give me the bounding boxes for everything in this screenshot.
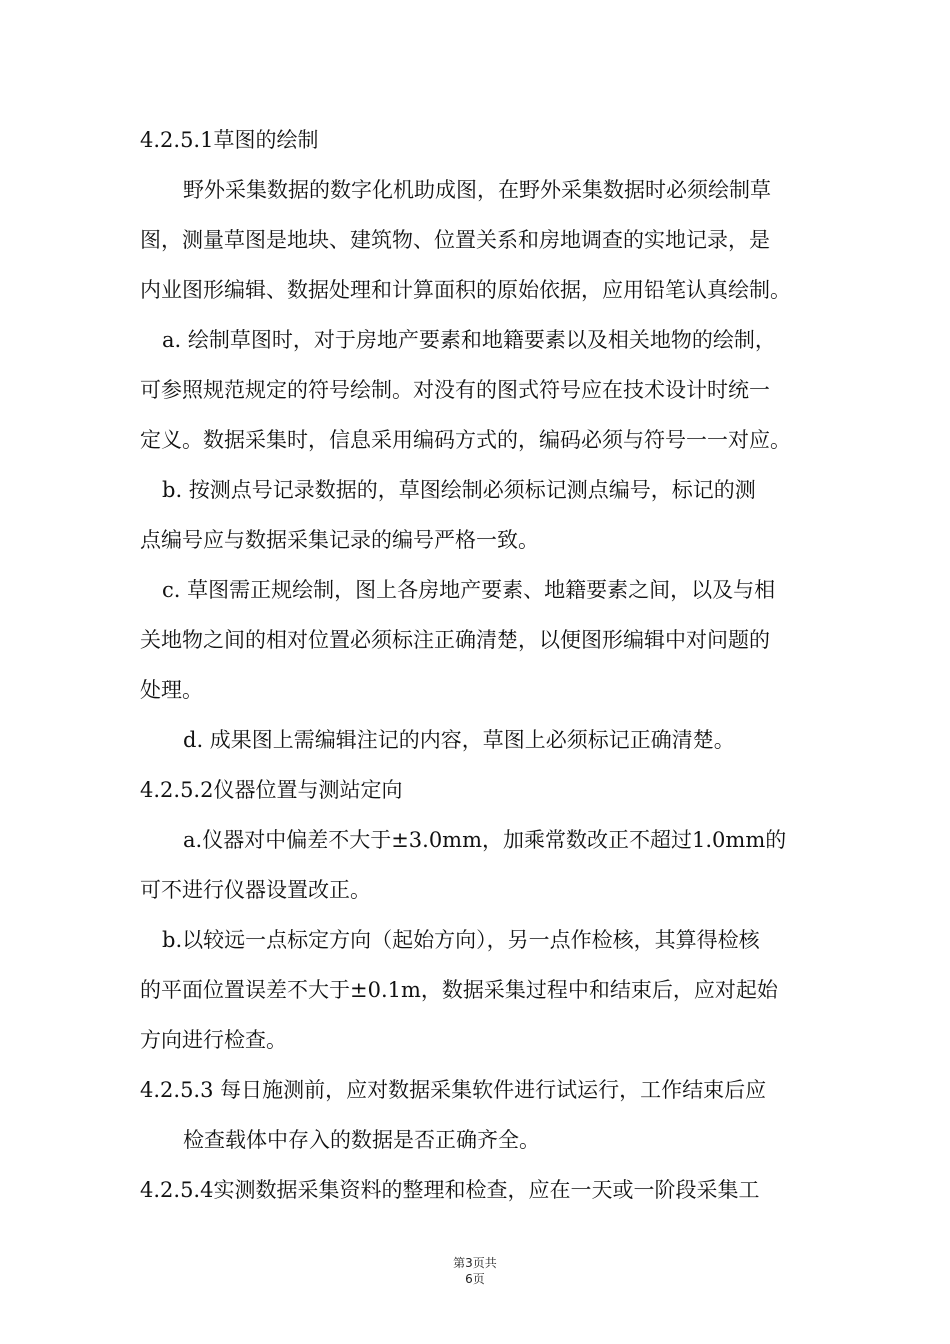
item-a-line: a.仪器对中偏差不大于±3.0mm，加乘常数改正不超过1.0mm的 — [183, 828, 787, 852]
item-c-line: c. 草图需正规绘制，图上各房地产要素、地籍要素之间，以及与相 — [162, 578, 776, 602]
section-heading-4-2-5-4: 4.2.5.4实测数据采集资料的整理和检查，应在一天或一阶段采集工 — [140, 1178, 760, 1202]
item-a-line: 可参照规范规定的符号绘制。对没有的图式符号应在技术设计时统一 — [140, 378, 770, 402]
item-a-line: 可不进行仪器设置改正。 — [140, 878, 371, 902]
item-b-line: 的平面位置误差不大于±0.1m，数据采集过程中和结束后，应对起始 — [140, 978, 778, 1002]
section-heading-4-2-5-3: 4.2.5.3 每日施测前，应对数据采集软件进行试运行，工作结束后应 — [140, 1078, 767, 1102]
page-number-line-2: 6页 — [465, 1272, 485, 1286]
item-b-line: 方向进行检查。 — [140, 1028, 287, 1052]
paragraph-line: 图，测量草图是地块、建筑物、位置关系和房地调查的实地记录，是 — [140, 228, 770, 252]
section-heading-4-2-5-1: 4.2.5.1草图的绘制 — [140, 128, 319, 152]
item-b-line: 点编号应与数据采集记录的编号严格一致。 — [140, 528, 539, 552]
item-b-line: b. 按测点号记录数据的，草图绘制必须标记测点编号，标记的测 — [162, 478, 756, 502]
item-c-line: 处理。 — [140, 678, 203, 702]
section-heading-4-2-5-2: 4.2.5.2仪器位置与测站定向 — [140, 778, 403, 802]
paragraph-line: 野外采集数据的数字化机助成图，在野外采集数据时必须绘制草 — [183, 178, 771, 202]
item-d-line: d. 成果图上需编辑注记的内容，草图上必须标记正确清楚。 — [183, 728, 735, 752]
item-a-line: a. 绘制草图时，对于房地产要素和地籍要素以及相关地物的绘制， — [162, 328, 776, 352]
paragraph-line: 检查载体中存入的数据是否正确齐全。 — [183, 1128, 540, 1152]
item-a-line: 定义。数据采集时，信息采用编码方式的，编码必须与符号一一对应。 — [140, 428, 791, 452]
item-b-line: b.以较远一点标定方向（起始方向），另一点作检核，其算得检核 — [162, 928, 760, 952]
item-c-line: 关地物之间的相对位置必须标注正确清楚，以便图形编辑中对问题的 — [140, 628, 770, 652]
paragraph-line: 内业图形编辑、数据处理和计算面积的原始依据，应用铅笔认真绘制。 — [140, 278, 791, 302]
page-number-line-1: 第3页共 — [453, 1256, 497, 1270]
